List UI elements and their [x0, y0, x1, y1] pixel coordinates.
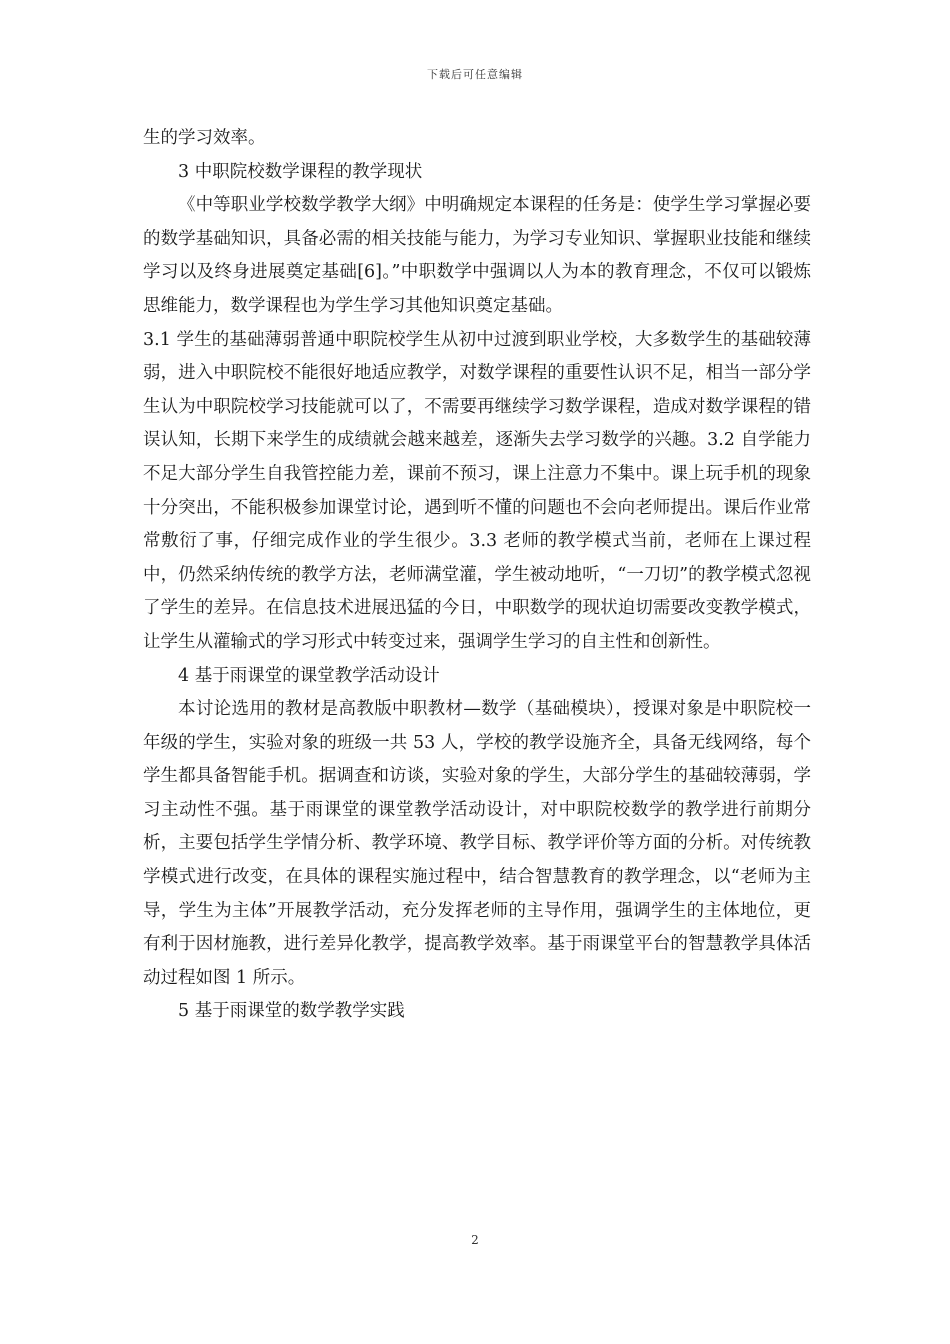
body-content [143, 122, 811, 1029]
page-number: 2 [471, 1233, 479, 1247]
paragraph-syllabus: 《中等职业学校数学教学大纲》中明确规定本课程的任务是：使学生学习掌握必要的数学基础知识，具备必需的相关技能与能力，为学习专业知识、掌握职业技能和继续学习以及终身进展奠定基础[6]。”中职数学中强调以人为本的教育理念，不仅可以锻炼思维能力，数学课程也为学生学习其他知识奠定基础。 [143, 195, 811, 316]
section-heading-5: 5 基于雨课堂的数学教学实践 [178, 1001, 405, 1022]
section-heading-4: 4 基于雨课堂的课堂教学活动设计 [178, 665, 440, 686]
section-heading-3: 3 中职院校数学课程的教学现状 [178, 161, 423, 182]
paragraph-intro-tail: 生的学习效率。 [143, 128, 266, 148]
page-header: 下载后可任意编辑 [427, 68, 523, 81]
paragraph-activity-design: 本讨论选用的教材是高教版中职教材—数学（基础模块），授课对象是中职院校一年级的学生，实验对象的班级一共 53 人，学校的教学设施齐全，具备无线网络，每个学生都具备智能手机。据调查和访谈，实验对象的学生，大部分学生的基础较薄弱，学习主动性不强。基于雨课堂的课堂教学活动设计，对中职院校数学的教学进行前期分析，主要包括学生学情分析、教学环境、教学目标、教学评价等方面的分析。对传统教学模式进行改变，在具体的课程实施过程中，结合智慧教育的教学理念，以“老师为主导，学生为主体”开展教学活动，充分发挥老师的主导作用，强调学生的主体地位，更有利于因材施教，进行差异化教学，提高教学效率。基于雨课堂平台的智慧教学具体活动过程如图 1 所示。 [143, 699, 811, 988]
paragraph-status-details: 3.1 学生的基础薄弱普通中职院校学生从初中过渡到职业学校，大多数学生的基础较薄弱，进入中职院校不能很好地适应教学，对数学课程的重要性认识不足，相当一部分学生认为中职院校学习技能就可以了，不需要再继续学习数学课程，造成对数学课程的错误认知，长期下来学生的成绩就会越来越差，逐渐失去学习数学的兴趣。3.2 自学能力不足大部分学生自我管控能力差，课前不预习，课上注意力不集中。课上玩手机的现象十分突出，不能积极参加课堂讨论，遇到听不懂的问题也不会向老师提出。课后作业常常敷衍了事，仔细完成作业的学生很少。3.3 老师的教学模式当前，老师在上课过程中，仍然采纳传统的教学方法，老师满堂灌，学生被动地听，“一刀切”的教学模式忽视了学生的差异。在信息技术进展迅猛的今日，中职数学的现状迫切需要改变教学模式，让学生从灌输式的学习形式中转变过来，强调学生学习的自主性和创新性。 [143, 329, 811, 652]
